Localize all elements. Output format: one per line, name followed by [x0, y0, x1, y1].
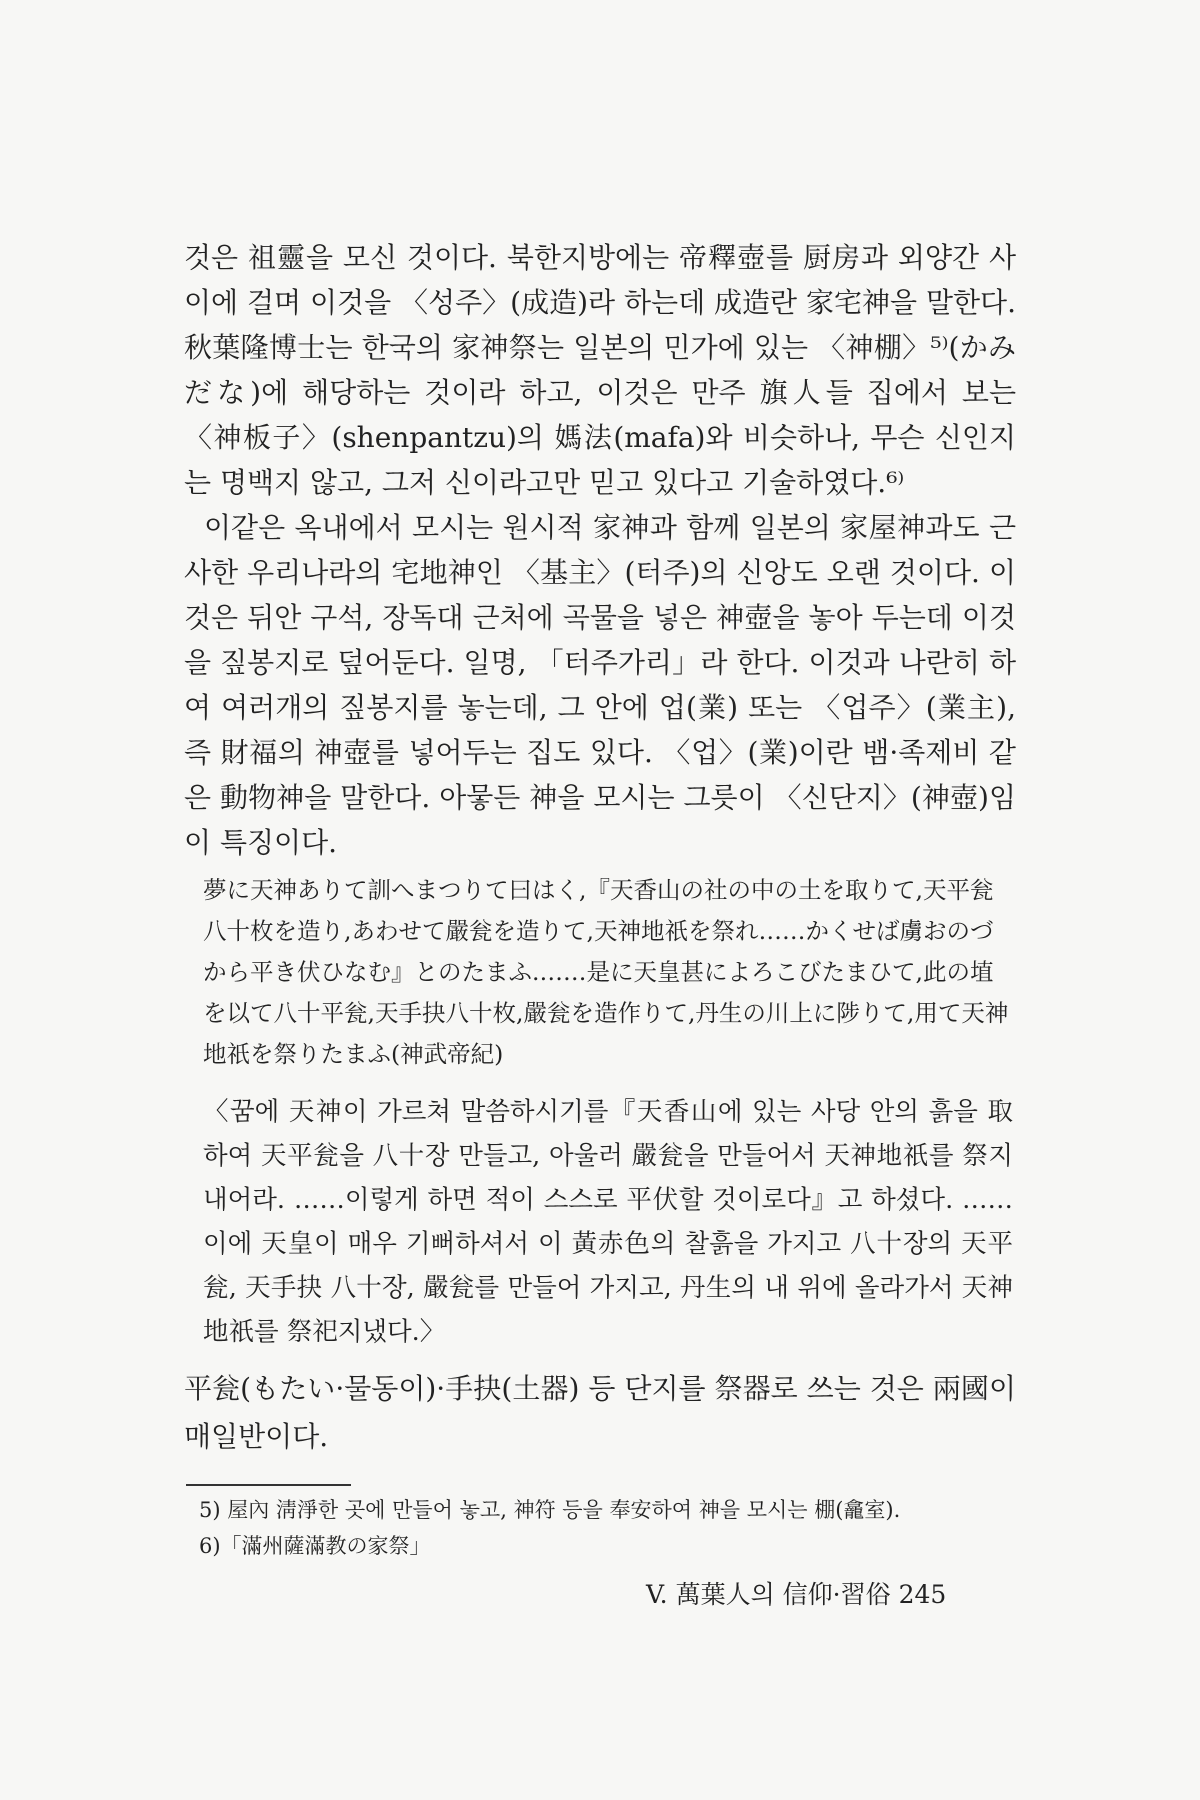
footnote-divider [186, 1484, 351, 1486]
footnote-5: 5) 屋內 淸淨한 곳에 만들어 놓고, 神符 등을 奉安하여 神을 모시는 棚(龕室). [199, 1498, 901, 1522]
paragraph-2: 이같은 옥내에서 모시는 원시적 家神과 함께 일본의 家屋神과도 근사한 우리나라의 宅地神인 〈基主〉(터주)의 신앙도 오랜 것이다. 이것은 뒤안 구석, 장독대 근처에 곡물을 넣은 神壺을 놓아 두는데 이것을 짚봉지로 덮어둔다. 일명, 「터주가리」라 한다. 이것과 나란히 하여 여러개의 짚봉지를 놓는데, 그 안에 업(業) 또는 〈업주〉(業主), 즉 財福의 神壺를 넣어두는 집도 있다. 〈업〉(業)이란 뱀·족제비 같은 動物神을 말한다. 아뭏든 神을 모시는 그릇이 〈신단지〉(神壺)임이 특징이다. [184, 511, 1016, 859]
quoted-korean-translation: 〈꿈에 天神이 가르쳐 말씀하시기를『天香山에 있는 사당 안의 흙을 取하여 天平瓮을 八十장 만들고, 아울러 嚴瓮을 만들어서 天神地祇를 祭지내어라. ……이렇게 하면 적이 스스로 平伏할 것이로다』고 하셨다. ……이에 天皇이 매우 기뻐하셔서 이 黃赤色의 찰흙을 가지고 八十장의 天平瓮, 天手抉 八十장, 嚴瓮를 만들어 가지고, 丹生의 내 위에 올라가서 天神地祇를 祭祀지냈다.〉 [203, 1097, 1013, 1347]
footnote-6: 6)「滿州薩滿教の家祭」 [199, 1534, 431, 1558]
paragraph-1: 것은 祖靈을 모신 것이다. 북한지방에는 帝釋壺를 厨房과 외양간 사이에 걸며 이것을 〈성주〉(成造)라 하는데 成造란 家宅神을 말한다. 秋葉隆博士는 한국의 家神祭는 일본의 민가에 있는 〈神棚〉⁵⁾(かみだな)에 해당하는 것이라 하고, 이것은 만주 旗人들 집에서 보는 〈神板子〉(shenpantzu)의 媽法(mafa)와 비슷하나, 무슨 신인지는 명백지 않고, 그저 신이라고만 믿고 있다고 기술하였다.⁶⁾ [184, 241, 1016, 499]
running-footer-page-number: V. 萬葉人의 信仰·習俗 245 [646, 1580, 947, 1609]
quoted-japanese-passage: 夢に天神ありて訓へまつりて曰はく,『天香山の社の中の土を取りて,天平瓮八十枚を造り,あわせて嚴瓮を造りて,天神地祇を祭れ……かくせば虜おのづから平き伏ひなむ』とのたまふ.……是に天皇甚によろこびたまひて,此の埴を以て八十平瓮,天手抉八十枚,嚴瓮を造作りて,丹生の川上に陟りて,用て天神地祇を祭りたまふ(神武帝紀) [203, 876, 1009, 1068]
main-text [184, 235, 1016, 865]
concluding-paragraph: 平瓮(もたい·물동이)·手抉(土器) 등 단지를 祭器로 쓰는 것은 兩國이 매일반이다. [184, 1372, 1016, 1453]
footnotes [199, 1492, 999, 1564]
